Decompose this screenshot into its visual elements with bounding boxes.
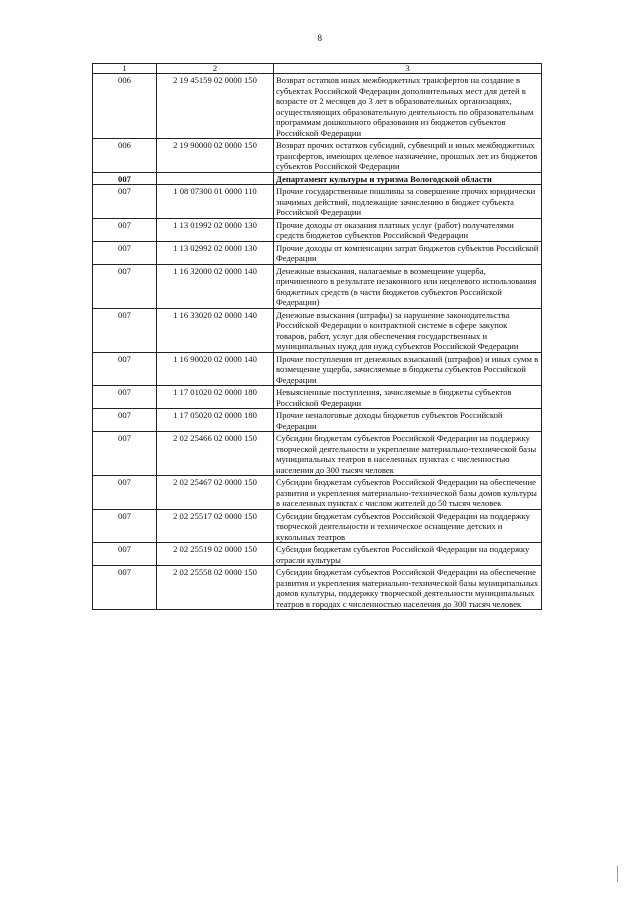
description-cell: Денежные взыскания (штрафы) за нарушение законодательства Российской Федерации о контрактной системе в сфере закупок товаров, работ, услуг для обеспечения государственных и муниципальных нужд для нужд субъектов Российской Федерации: [274, 308, 542, 352]
table-row: [93, 432, 542, 476]
description-cell: Невыясненные поступления, зачисляемые в бюджеты субъектов Российской Федерации: [274, 386, 542, 409]
revenue-codes-table: [92, 63, 542, 610]
description-cell: Возврат остатков иных межбюджетных трансфертов на создание в субъектах Российской Федерации дополнительных мест для детей в возрасте от 2 месяцев до 3 лет в образовательных организациях, осуществляющих образовательную деятельность по образовательным программам дошкольного образования из бюджетов субъектов Российской Федерации: [274, 74, 542, 139]
table-row: [93, 476, 542, 510]
description-cell: Прочие государственные пошлины за совершение прочих юридически значимых действий, подлежащие зачислению в бюджет субъекта Российской Федерации: [274, 185, 542, 219]
column-header-1: 1: [93, 64, 157, 74]
table-row: [93, 308, 542, 352]
admin-code-cell: 007: [93, 476, 157, 510]
kbk-code-cell: 1 13 01992 02 0000 130: [157, 218, 274, 241]
kbk-code-cell: 1 16 33020 02 0000 140: [157, 308, 274, 352]
table-header-row: [93, 64, 542, 74]
table-row: [93, 74, 542, 139]
admin-code-cell: 007: [93, 264, 157, 308]
table-row: [93, 509, 542, 543]
admin-code-cell: 007: [93, 218, 157, 241]
admin-code-cell: 007: [93, 432, 157, 476]
table-row: [93, 543, 542, 566]
department-row: [93, 172, 542, 185]
table-row: [93, 264, 542, 308]
description-cell: Прочие неналоговые доходы бюджетов субъектов Российской Федерации: [274, 409, 542, 432]
kbk-code-cell: 2 19 90000 02 0000 150: [157, 139, 274, 173]
admin-code-cell: 007: [93, 185, 157, 219]
description-cell: Прочие доходы от компенсации затрат бюджетов субъектов Российской Федерации: [274, 241, 542, 264]
description-cell: Субсидии бюджетам субъектов Российской Федерации на обеспечение развития и укрепления материально-технической базы домов культуры в населенных пунктах с числом жителей до 50 тысяч человек: [274, 476, 542, 510]
kbk-code-cell: 2 02 25519 02 0000 150: [157, 543, 274, 566]
kbk-code-cell: 1 13 02992 02 0000 130: [157, 241, 274, 264]
admin-code-cell: 007: [93, 241, 157, 264]
description-cell: Возврат прочих остатков субсидий, субвенций и иных межбюджетных трансфертов, имеющих целевое назначение, прошлых лет из бюджетов субъектов Российской Федерации: [274, 139, 542, 173]
kbk-code-cell: 1 16 32000 02 0000 140: [157, 264, 274, 308]
description-cell: Субсидии бюджетам субъектов Российской Федерации на обеспечение развития и укрепления материально-технической базы муниципальных домов культуры, поддержку творческой деятельности муниципальных театров в городах с численностью населения до 300 тысяч человек: [274, 566, 542, 610]
kbk-code-cell: 2 02 25466 02 0000 150: [157, 432, 274, 476]
kbk-code-cell: 1 17 01020 02 0000 180: [157, 386, 274, 409]
page-number: 8: [317, 33, 323, 43]
kbk-code-cell: 2 19 45159 02 0000 150: [157, 74, 274, 139]
admin-code-cell: 007: [93, 386, 157, 409]
admin-code-cell: 006: [93, 139, 157, 173]
table-row: [93, 218, 542, 241]
kbk-code-cell: [157, 172, 274, 185]
description-cell: Субсидия бюджетам субъектов Российской Федерации на поддержку отрасли культуры: [274, 543, 542, 566]
admin-code-cell: 007: [93, 409, 157, 432]
table-row: [93, 185, 542, 219]
description-cell: Прочие поступления от денежных взысканий (штрафов) и иных сумм в возмещение ущерба, зачисляемые в бюджеты субъектов Российской Федерации: [274, 352, 542, 386]
kbk-code-cell: 1 17 05020 02 0000 180: [157, 409, 274, 432]
description-cell: Прочие доходы от оказания платных услуг (работ) получателями средств бюджетов субъектов Российской Федерации: [274, 218, 542, 241]
table-row: [93, 241, 542, 264]
admin-code-cell: 007: [93, 543, 157, 566]
admin-code-cell: 006: [93, 74, 157, 139]
admin-code-cell: 007: [93, 308, 157, 352]
kbk-code-cell: 1 08 07300 01 0000 110: [157, 185, 274, 219]
description-cell: Субсидии бюджетам субъектов Российской Федерации на поддержку творческой деятельности и укрепление материально-технической базы муниципальных театров в населенных пунктах с численностью населения до 300 тысяч человек: [274, 432, 542, 476]
description-cell: Субсидии бюджетам субъектов Российской Федерации на поддержку творческой деятельности и техническое оснащение детских и кукольных театров: [274, 509, 542, 543]
kbk-code-cell: 1 16 90020 02 0000 140: [157, 352, 274, 386]
table-row: [93, 352, 542, 386]
table-row: [93, 386, 542, 409]
admin-code-cell: 007: [93, 509, 157, 543]
kbk-code-cell: 2 02 25517 02 0000 150: [157, 509, 274, 543]
table-row: [93, 139, 542, 173]
column-header-3: 3: [274, 64, 542, 74]
admin-code-cell: 007: [93, 566, 157, 610]
scan-edge-mark: [617, 866, 618, 882]
description-cell: Денежные взыскания, налагаемые в возмещение ущерба, причиненного в результате незаконного или нецелевого использования бюджетных средств (в части бюджетов субъектов Российской Федерации): [274, 264, 542, 308]
admin-code-cell: 007: [93, 352, 157, 386]
table-body: [93, 74, 542, 610]
column-header-2: 2: [157, 64, 274, 74]
table-row: [93, 566, 542, 610]
table-row: [93, 409, 542, 432]
admin-code-cell: 007: [93, 172, 157, 185]
kbk-code-cell: 2 02 25467 02 0000 150: [157, 476, 274, 510]
kbk-code-cell: 2 02 25558 02 0000 150: [157, 566, 274, 610]
description-cell: Департамент культуры и туризма Вологодской области: [274, 172, 542, 185]
